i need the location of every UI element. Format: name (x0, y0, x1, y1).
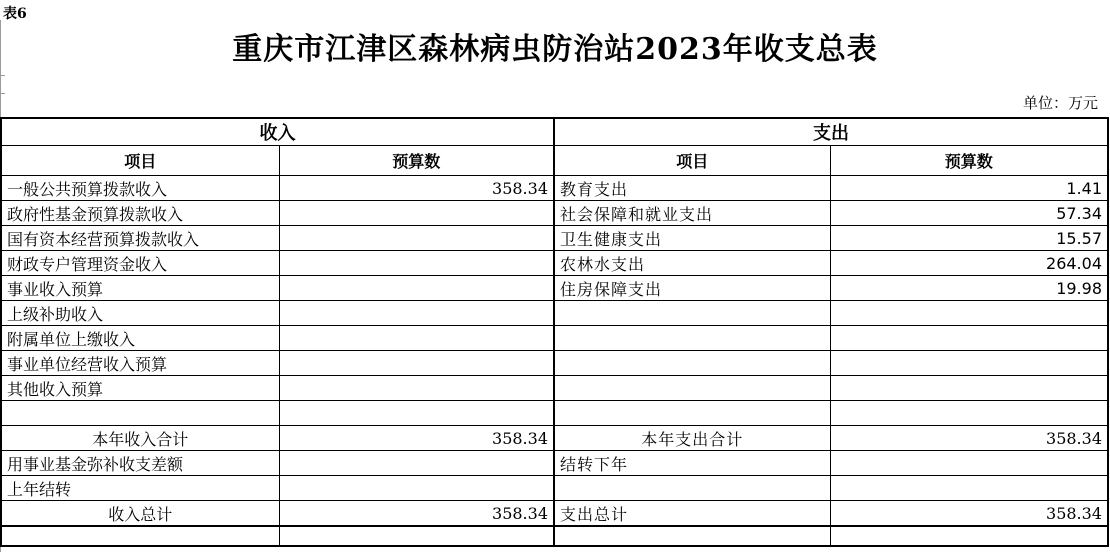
table-number-tag: 表6 (3, 6, 27, 22)
right-item-cell (554, 376, 830, 401)
left-item-cell: 本年收入合计 (1, 426, 279, 451)
left-item-cell: 其他收入预算 (1, 376, 279, 401)
margin-tick (0, 75, 5, 76)
left-item-cell: 收入总计 (1, 501, 279, 527)
right-value-cell (830, 476, 1108, 501)
right-item-cell: 住房保障支出 (554, 276, 830, 301)
left-item-cell: 上年结转 (1, 476, 279, 501)
right-item-cell: 教育支出 (554, 176, 830, 201)
left-value-cell: 358.34 (279, 501, 554, 527)
right-item-cell: 卫生健康支出 (554, 226, 830, 251)
right-value-cell: 57.34 (830, 201, 1108, 226)
table-row (1, 276, 1108, 301)
table-row (1, 476, 1108, 501)
table-row (1, 426, 1108, 451)
right-value-cell: 1.41 (830, 176, 1108, 201)
section-header-row (1, 118, 1108, 146)
left-item-cell: 国有资本经营预算拨款收入 (1, 226, 279, 251)
expenditure-budget-column-header: 预算数 (830, 146, 1108, 176)
left-item-cell: 上级补助收入 (1, 301, 279, 326)
right-value-cell (830, 326, 1108, 351)
right-item-cell: 支出总计 (554, 501, 830, 527)
expenditure-item-column-header: 项目 (554, 146, 830, 176)
left-item-cell: 财政专户管理资金收入 (1, 251, 279, 276)
right-item-cell: 社会保障和就业支出 (554, 201, 830, 226)
left-value-cell (279, 301, 554, 326)
unit-label: 单位：万元 (1022, 94, 1098, 112)
left-value-cell (279, 451, 554, 476)
revenue-item-column-header: 项目 (1, 146, 279, 176)
table-row (1, 501, 1108, 527)
right-value-cell: 264.04 (830, 251, 1108, 276)
left-value-cell (279, 351, 554, 376)
left-value-cell: 358.34 (279, 426, 554, 451)
table-row (1, 226, 1108, 251)
left-item-cell: 一般公共预算拨款收入 (1, 176, 279, 201)
left-item-cell: 事业收入预算 (1, 276, 279, 301)
right-value-cell: 358.34 (830, 426, 1108, 451)
right-item-cell (554, 301, 830, 326)
right-value-cell: 15.57 (830, 226, 1108, 251)
table-row (1, 251, 1108, 276)
left-item-cell: 政府性基金预算拨款收入 (1, 201, 279, 226)
right-value-cell (830, 526, 1108, 546)
column-header-row (1, 146, 1108, 176)
right-item-cell: 结转下年 (554, 451, 830, 476)
revenue-budget-column-header: 预算数 (279, 146, 554, 176)
table-row (1, 401, 1108, 426)
right-item-cell (554, 476, 830, 501)
left-value-cell (279, 226, 554, 251)
table-row (1, 376, 1108, 401)
table-body (1, 176, 1108, 547)
left-value-cell: 358.34 (279, 176, 554, 201)
revenue-section-header: 收入 (1, 118, 554, 146)
budget-table (0, 117, 1109, 547)
table-row (1, 201, 1108, 226)
right-value-cell (830, 401, 1108, 426)
right-value-cell (830, 351, 1108, 376)
right-value-cell: 19.98 (830, 276, 1108, 301)
right-value-cell (830, 301, 1108, 326)
table-row (1, 176, 1108, 201)
left-value-cell (279, 526, 554, 546)
right-value-cell (830, 376, 1108, 401)
left-item-cell (1, 401, 279, 426)
left-value-cell (279, 201, 554, 226)
left-item-cell: 用事业基金弥补收支差额 (1, 451, 279, 476)
left-value-cell (279, 251, 554, 276)
right-item-cell: 农林水支出 (554, 251, 830, 276)
right-value-cell (830, 451, 1108, 476)
left-value-cell (279, 376, 554, 401)
left-value-cell (279, 401, 554, 426)
table-row (1, 301, 1108, 326)
page-title: 重庆市江津区森林病虫防治站2023年收支总表 (232, 32, 878, 67)
table-row (1, 351, 1108, 376)
table-row (1, 326, 1108, 351)
table-row (1, 451, 1108, 476)
left-item-cell (1, 526, 279, 546)
margin-tick (0, 93, 5, 94)
expenditure-section-header: 支出 (554, 118, 1108, 146)
right-item-cell: 本年支出合计 (554, 426, 830, 451)
right-item-cell (554, 526, 830, 546)
right-value-cell: 358.34 (830, 501, 1108, 527)
right-item-cell (554, 351, 830, 376)
left-item-cell: 附属单位上缴收入 (1, 326, 279, 351)
right-item-cell (554, 326, 830, 351)
left-value-cell (279, 476, 554, 501)
right-item-cell (554, 401, 830, 426)
left-value-cell (279, 276, 554, 301)
left-item-cell: 事业单位经营收入预算 (1, 351, 279, 376)
left-value-cell (279, 326, 554, 351)
table-row (1, 526, 1108, 546)
